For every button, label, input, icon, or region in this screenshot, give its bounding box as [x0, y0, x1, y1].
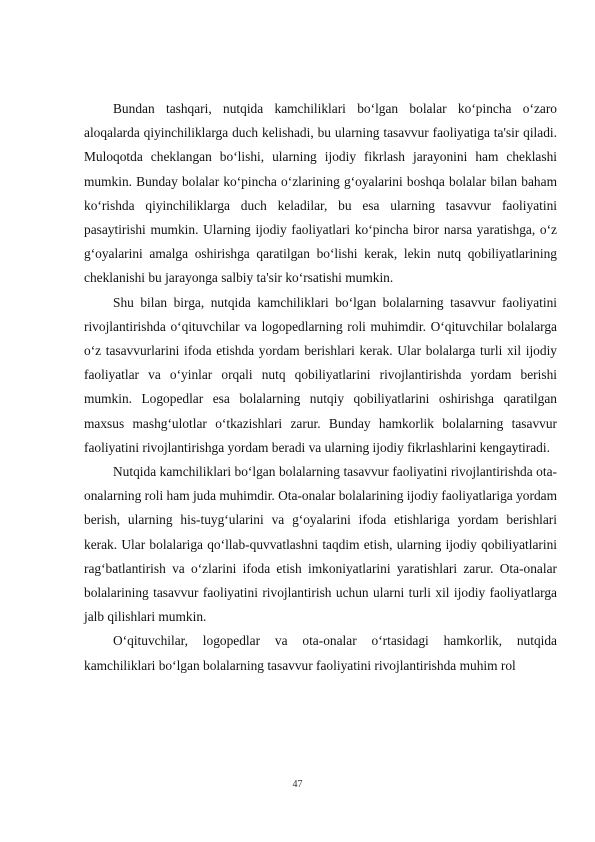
page-number: 47	[292, 779, 303, 790]
paragraph-4: O‘qituvchilar, logopedlar va ota-onalar o‘rtasidagi hamkorlik, nutqida kamchiliklari bo‘lgan bolalarning tasavvur faoliyatini rivojlantirishda muhim rol	[84, 633, 557, 673]
paragraph-1: Bundan tashqari, nutqida kamchiliklari bo‘lgan bolalar ko‘pincha o‘zaro aloqalarda qiyinchiliklarga duch kelishadi, bu ularning tasavvur faoliyatiga ta'sir qiladi. Muloqotda cheklangan bo‘lishi, ularning ijodiy fikrlash jarayonini ham cheklashi mumkin. Bunday bolalar ko‘pincha o‘zlarining g‘oyalarini boshqa bolalar bilan baham ko‘rishda qiyinchiliklarga duch keladilar, bu esa ularning tasavvur faoliyatini pasaytirishi mumkin. Ularning ijodiy faoliyatlari ko‘pincha biror narsa yaratishga, o‘z g‘oyalarini amalga oshirishga qaratilgan bo‘lishi kerak, lekin nutq qobiliyatlarining cheklanishi bu jarayonga salbiy ta'sir ko‘rsatishi mumkin.	[84, 101, 557, 286]
paragraph-3: Nutqida kamchiliklari bo‘lgan bolalarning tasavvur faoliyatini rivojlantirishda ota-onalarning roli ham juda muhimdir. Ota-onalar bolalarining ijodiy faoliyatlariga yordam berish, ularning his-tuyg‘ularini va g‘oyalarini ifoda etishlariga yordam berishlari kerak. Ular bolalariga qo‘llab-quvvatlashni taqdim etish, ularning ijodiy qobiliyatlarini rag‘batlantirish va o‘zlarini ifoda etish imkoniyatlarini yaratishlari zarur. Ota-onalar bolalarining tasavvur faoliyatini rivojlantirish uchun ularni turli xil ijodiy faoliyatlarga jalb qilishlari mumkin.	[84, 464, 558, 625]
body-text	[84, 97, 557, 678]
paragraph-2: Shu bilan birga, nutqida kamchiliklari bo‘lgan bolalarning tasavvur faoliyatini rivojlantirishda o‘qituvchilar va logopedlarning roli muhimdir. O‘qituvchilar bolalarga o‘z tasavvurlarini ifoda etishda yordam berishlari kerak. Ular bolalarga turli xil ijodiy faoliyatlar va o‘yinlar orqali nutq qobiliyatlarini rivojlantirishda yordam berishi mumkin. Logopedlar esa bolalarning nutqiy qobiliyatlarini oshirishga qaratilgan maxsus mashg‘ulotlar o‘tkazishlari zarur. Bunday hamkorlik bolalarning tasavvur faoliyatini rivojlantirishga yordam beradi va ularning ijodiy fikrlashlarini kengaytiradi.	[84, 294, 557, 455]
